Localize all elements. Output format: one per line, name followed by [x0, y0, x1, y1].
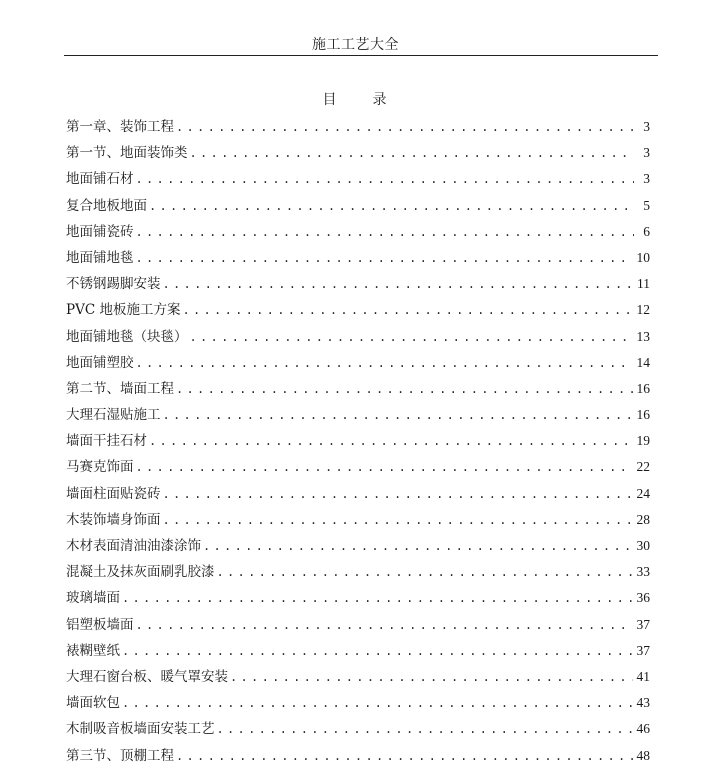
running-header: 施工工艺大全 — [312, 37, 399, 53]
toc-entry-label: 墙面软包 — [66, 695, 120, 712]
toc-entry[interactable] — [66, 140, 650, 166]
toc-entry-label: 地面铺塑胶 — [66, 354, 134, 371]
toc-entry-page-number: 6 — [643, 223, 650, 239]
toc-entry[interactable] — [66, 193, 650, 219]
toc-entry[interactable] — [66, 585, 650, 611]
toc-leader-dots — [149, 193, 634, 219]
toc-entry-label: 马赛克饰面 — [66, 459, 134, 476]
toc-entry-page-number: 3 — [643, 145, 650, 161]
toc-entry-page-number: 5 — [643, 197, 650, 213]
toc-leader-dots — [136, 219, 635, 245]
toc-entry-label: 地面铺地毯（块毯） — [66, 328, 188, 345]
toc-entry-page-number: 22 — [636, 459, 650, 475]
toc-entry[interactable] — [66, 454, 650, 480]
toc-entry-page-number: 37 — [636, 616, 650, 632]
toc-entry[interactable] — [66, 533, 650, 559]
toc-entry-page-number: 13 — [636, 328, 650, 344]
toc-entry[interactable] — [66, 559, 650, 585]
toc-entry-page-number: 41 — [636, 668, 650, 684]
toc-leader-dots — [230, 664, 633, 690]
toc-leader-dots — [136, 350, 633, 376]
toc-leader-dots — [163, 402, 633, 428]
toc-entry[interactable] — [66, 297, 650, 323]
toc-list — [66, 114, 650, 769]
toc-leader-dots — [122, 638, 633, 664]
toc-leader-dots — [163, 271, 634, 297]
toc-entry-page-number: 36 — [636, 590, 650, 606]
toc-entry-label: 木材表面清油油漆涂饰 — [66, 538, 201, 554]
toc-entry-label: 大理石湿贴施工 — [66, 407, 161, 424]
toc-entry-page-number: 3 — [643, 171, 650, 187]
toc-entry-label: 墙面干挂石材 — [66, 433, 147, 450]
toc-entry-label: 地面铺地毯 — [66, 249, 134, 266]
toc-entry-page-number: 12 — [636, 302, 650, 318]
toc-leader-dots — [136, 245, 633, 271]
toc-leader-dots — [190, 140, 635, 166]
toc-leader-dots — [122, 690, 633, 716]
toc-leader-dots — [122, 585, 633, 611]
toc-entry-page-number: 48 — [636, 747, 650, 763]
toc-entry-label: 地面铺瓷砖 — [66, 223, 134, 240]
toc-entry-label: 铝塑板墙面 — [66, 616, 134, 633]
toc-entry-label: 第一节、地面装饰类 — [66, 145, 188, 162]
toc-leader-dots — [136, 612, 633, 638]
toc-entry-label: 大理石窗台板、暖气罩安装 — [66, 668, 228, 685]
toc-leader-dots — [217, 559, 633, 585]
toc-leader-dots — [149, 428, 633, 454]
toc-entry-label: 不锈钢踢脚安装 — [66, 276, 161, 293]
header-divider — [64, 55, 658, 56]
toc-leader-dots — [182, 297, 632, 323]
toc-entry-page-number: 3 — [643, 119, 650, 134]
toc-entry-label: 木制吸音板墙面安装工艺 — [66, 721, 215, 738]
toc-leader-dots — [136, 454, 633, 480]
toc-entry-label: 复合地板地面 — [66, 197, 147, 214]
toc-entry[interactable] — [66, 271, 650, 297]
toc-entry[interactable] — [66, 114, 650, 140]
toc-entry[interactable] — [66, 612, 650, 638]
toc-leader-dots — [176, 743, 633, 769]
toc-heading-char-1: 目 — [322, 92, 339, 108]
toc-entry-page-number: 10 — [636, 249, 650, 265]
toc-entry-page-number: 16 — [636, 407, 650, 423]
toc-entry[interactable] — [66, 428, 650, 454]
toc-leader-dots — [176, 376, 633, 402]
toc-entry-label: 混凝土及抹灰面刷乳胶漆 — [66, 564, 215, 581]
toc-entry-label: 裱糊壁纸 — [66, 642, 120, 659]
toc-entry[interactable] — [66, 743, 650, 769]
toc-entry-page-number: 14 — [636, 354, 650, 370]
toc-entry-label: 第二节、墙面工程 — [66, 380, 174, 397]
toc-entry[interactable] — [66, 716, 650, 742]
toc-entry-page-number: 43 — [636, 695, 650, 711]
toc-entry-label: 木装饰墙身饰面 — [66, 511, 161, 528]
toc-entry[interactable] — [66, 166, 650, 192]
toc-entry-page-number: 28 — [636, 511, 650, 527]
toc-entry-label: 玻璃墙面 — [66, 590, 120, 607]
toc-entry-page-number: 30 — [636, 538, 650, 553]
toc-entry-label: 墙面柱面贴瓷砖 — [66, 485, 161, 502]
toc-entry-label: 地面铺石材 — [66, 171, 134, 188]
toc-leader-dots — [163, 481, 633, 507]
toc-entry[interactable] — [66, 402, 650, 428]
toc-entry-page-number: 24 — [636, 485, 650, 501]
toc-entry[interactable] — [66, 481, 650, 507]
toc-entry-page-number: 11 — [637, 276, 650, 292]
toc-entry-label: 第一章、装饰工程 — [66, 119, 174, 135]
toc-entry-label: 第三节、顶棚工程 — [66, 747, 174, 764]
toc-entry[interactable] — [66, 324, 650, 350]
toc-entry[interactable] — [66, 219, 650, 245]
toc-entry[interactable] — [66, 350, 650, 376]
toc-leader-dots — [176, 114, 634, 140]
toc-entry[interactable] — [66, 507, 650, 533]
toc-leader-dots — [163, 507, 633, 533]
toc-leader-dots — [203, 533, 633, 559]
toc-entry-page-number: 46 — [636, 721, 650, 737]
toc-entry[interactable] — [66, 245, 650, 271]
toc-entry-page-number: 33 — [636, 564, 650, 580]
toc-leader-dots — [136, 166, 635, 192]
toc-entry[interactable] — [66, 664, 650, 690]
toc-entry[interactable] — [66, 376, 650, 402]
toc-heading — [0, 89, 711, 109]
toc-leader-dots — [217, 716, 633, 742]
toc-entry-page-number: 16 — [636, 380, 650, 396]
toc-entry[interactable] — [66, 690, 650, 716]
toc-entry-label: PVC 地板施工方案 — [66, 302, 181, 319]
toc-entry-page-number: 37 — [636, 642, 650, 658]
toc-leader-dots — [190, 324, 633, 350]
toc-entry[interactable] — [66, 638, 650, 664]
toc-entry-page-number: 19 — [636, 433, 650, 449]
toc-heading-char-2: 录 — [372, 92, 389, 108]
